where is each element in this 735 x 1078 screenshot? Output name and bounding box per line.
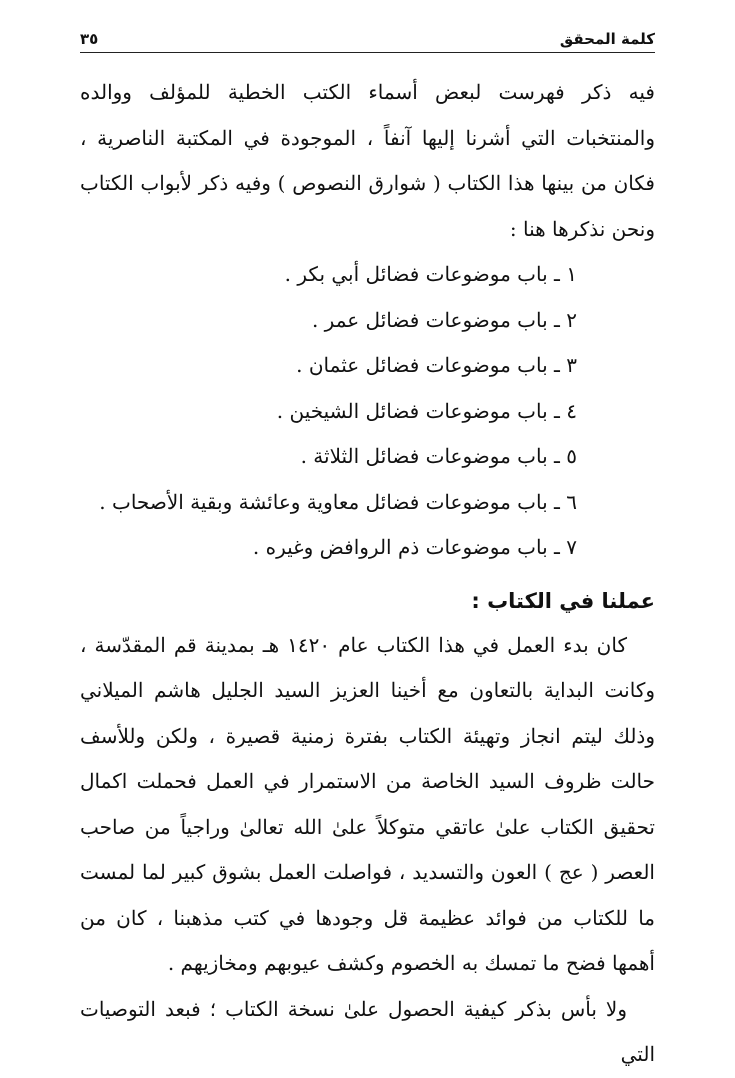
header-rule xyxy=(80,52,655,53)
running-header-title: كلمة المحقق xyxy=(559,30,655,48)
chapter-list xyxy=(80,252,655,571)
intro-paragraph: فيه ذكر فهرست لبعض أسماء الكتب الخطية للمؤلف ووالده والمنتخبات التي أشرنا إليها آنفاً ، الموجودة في المكتبة الناصرية ، فكان من بينها هذا الكتاب ( شوارق النصوص ) وفيه ذكر لأبواب الكتاب ونحن نذكرها هنا : xyxy=(80,80,655,241)
chapter-item: ١ ـ باب موضوعات فضائل أبي بكر . xyxy=(284,262,577,286)
chapter-item: ٥ ـ باب موضوعات فضائل الثلاثة . xyxy=(300,444,577,468)
chapter-item: ٧ ـ باب موضوعات ذم الروافض وغيره . xyxy=(252,535,577,559)
section-paragraph: كان بدء العمل في هذا الكتاب عام ١٤٢٠ هـ بمدينة قم المقدّسة ، وكانت البداية بالتعاون مع أخينا العزيز السيد الجليل هاشم الميلاني وذلك ليتم انجاز وتهيئة الكتاب بفترة زمنية قصيرة ، ولكن وللأسف حالت ظروف السيد الخاصة من الاستمرار في العمل فحملت اكمال تحقيق الكتاب علىٰ عاتقي متوكلاً علىٰ الله تعالىٰ وراجياً من صاحب العصر ( عج ) العون والتسديد ، فواصلت العمل بشوق كبير لما لمست ما للكتاب من فوائد عظيمة قل وجودها في كتب مذهبنا ، كان من أهمها فضح ما تمسك به الخصوم وكشف عيوبهم ومخازيهم . xyxy=(80,632,655,975)
page-body xyxy=(80,70,655,1078)
running-header xyxy=(80,22,655,48)
section-paragraph: ولا بأس بذكر كيفية الحصول علىٰ نسخة الكتاب ؛ فبعد التوصيات التي xyxy=(80,996,655,1066)
chapter-item: ٣ ـ باب موضوعات فضائل عثمان . xyxy=(296,353,577,377)
chapter-item: ٦ ـ باب موضوعات فضائل معاوية وعائشة وبقية الأصحاب . xyxy=(99,489,577,514)
section-heading: عملنا في الكتاب : xyxy=(471,588,655,613)
page-number: ٣٥ xyxy=(80,30,99,48)
chapter-item: ٢ ـ باب موضوعات فضائل عمر . xyxy=(311,307,577,332)
chapter-item: ٤ ـ باب موضوعات فضائل الشيخين . xyxy=(276,398,577,423)
